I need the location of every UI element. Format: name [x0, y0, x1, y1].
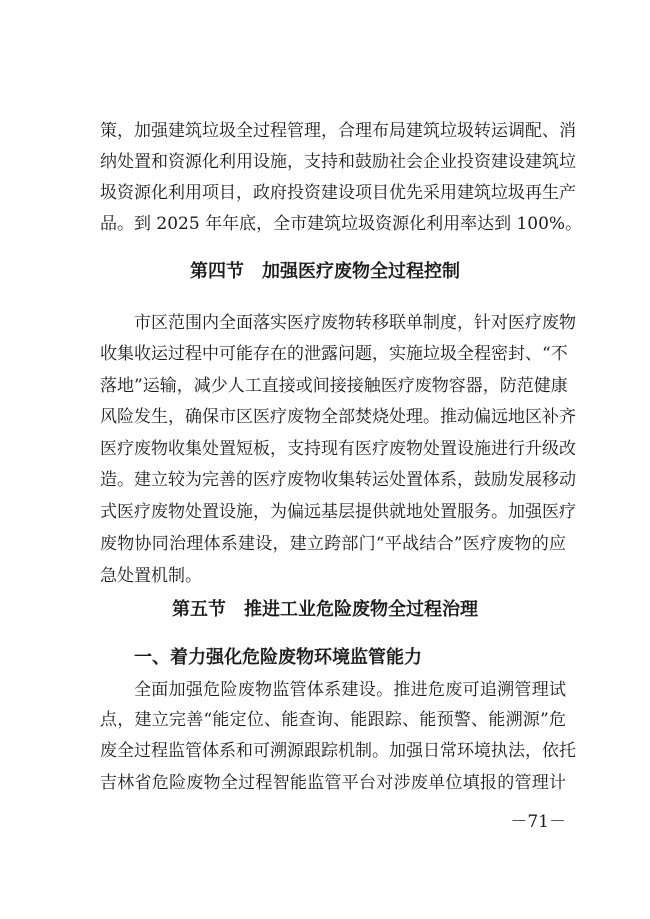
- text-line: 吉林省危险废物全过程智能监管平台对涉废单位填报的管理计: [100, 773, 566, 793]
- subheading: 一、着力强化危险废物环境监管能力: [134, 647, 422, 668]
- text-line: 造。建立较为完善的医疗废物收集转运处置体系，鼓励发展移动: [100, 470, 576, 490]
- text-line: 收集收运过程中可能存在的泄露问题，实施垃圾全程密封、“不: [100, 344, 568, 364]
- text-line: 品。到 2025 年年底，全市建筑垃圾资源化利用率达到 100%。: [100, 214, 583, 234]
- text-line: 市区范围内全面落实医疗废物转移联单制度，针对医疗废物: [134, 313, 576, 333]
- text-line: 废全过程监管体系和可溯源跟踪机制。加强日常环境执法，依托: [100, 741, 576, 761]
- text-line: 医疗废物收集处置短板，支持现有医疗废物处置设施进行升级改: [100, 439, 576, 459]
- text-line: 全面加强危险废物监管体系建设。推进危废可追溯管理试: [134, 680, 566, 700]
- text-line: 风险发生，确保市区医疗废物全部焚烧处理。推动偏远地区补齐: [100, 407, 576, 427]
- text-line: 式医疗废物处置设施，为偏远基层提供就地处置服务。加强医疗: [100, 502, 576, 522]
- text-line: 废物协同治理体系建设，建立跨部门“平战结合”医疗废物的应: [100, 534, 566, 554]
- text-line: 纳处置和资源化利用设施，支持和鼓励社会企业投资建设建筑垃: [100, 152, 576, 172]
- section-heading: 第四节 加强医疗废物全过程控制: [190, 261, 460, 282]
- text-line: 圾资源化利用项目，政府投资建设项目优先采用建筑垃圾再生产: [100, 183, 576, 203]
- text-line: 点，建立完善“能定位、能查询、能跟踪、能预警、能溯源”危: [100, 710, 566, 730]
- text-line: 策，加强建筑垃圾全过程管理，合理布局建筑垃圾转运调配、消: [100, 121, 576, 141]
- text-line: 落地”运输，减少人工直接或间接接触医疗废物容器，防范健康: [100, 376, 568, 396]
- section-heading: 第五节 推进工业危险废物全过程治理: [172, 599, 478, 620]
- text-line: 急处置机制。: [100, 566, 202, 586]
- page-number: －71－: [510, 812, 566, 832]
